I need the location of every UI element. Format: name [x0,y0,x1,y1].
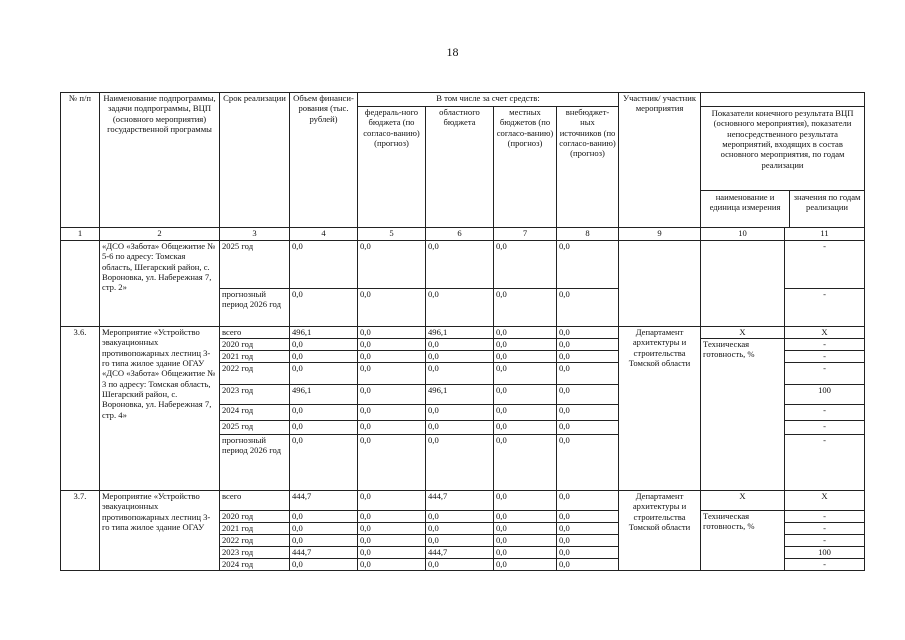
col-number: 6 [426,228,494,241]
value-cell: 0,0 [358,241,426,289]
value-cell: - [785,289,865,327]
period-cell: всего [220,491,290,511]
value-cell: 0,0 [494,289,557,327]
col-number: 4 [290,228,358,241]
value-cell: 0,0 [358,289,426,327]
item-name: Мероприятие «Устройство эвакуационных противопожарных лестниц 3-го типа жилое здание ОГАУ [100,491,220,571]
period-cell: всего [220,327,290,339]
period-cell: 2021 год [220,523,290,535]
value-cell: 0,0 [557,385,619,405]
value-cell: - [785,435,865,491]
header-col7: местных бюджетов (по согласо-ванию) (прогноз) [494,107,557,228]
value-cell: 0,0 [426,523,494,535]
header-col5: федераль-ного бюджета (по согласо-ванию) (прогноз) [358,107,426,228]
value-cell: 0,0 [494,241,557,289]
indicator-x: X [701,491,785,511]
item-number: 3.7. [61,491,100,571]
table-row [61,327,865,339]
value-cell: 496,1 [426,385,494,405]
value-cell: 0,0 [358,547,426,559]
period-cell: 2020 год [220,339,290,351]
value-cell: 0,0 [557,421,619,435]
value-cell: 0,0 [494,523,557,535]
value-cell: 0,0 [557,523,619,535]
value-cell: 0,0 [358,421,426,435]
col-number: 8 [557,228,619,241]
col-number: 5 [358,228,426,241]
value-cell: 0,0 [494,327,557,339]
value-cell: 0,0 [557,405,619,421]
value-cell: 0,0 [426,405,494,421]
value-cell: 0,0 [358,491,426,511]
value-cell: 0,0 [358,511,426,523]
value-cell: 0,0 [494,385,557,405]
period-cell: 2024 год [220,405,290,421]
period-cell: 2022 год [220,363,290,385]
item-name: «ДСО «Забота» Общежитие № 5-6 по адресу: Томская область, Шегарский район, с. Вороновка, ул. Набережная 7, стр. 2» [100,241,220,327]
header-col1: № п/п [61,93,100,228]
indicator-name: Техническая готовность, % [701,511,785,571]
value-cell: - [785,363,865,385]
value-cell: 496,1 [290,385,358,405]
value-cell: - [785,535,865,547]
period-cell: 2023 год [220,547,290,559]
header-col3: Срок реализации [220,93,290,228]
value-cell: 0,0 [494,363,557,385]
value-cell: 0,0 [290,405,358,421]
value-cell: 0,0 [290,421,358,435]
header-col8: внебюджет-ных источников (по согласо-ванию) (прогноз) [557,107,619,228]
value-cell: 0,0 [426,535,494,547]
col-number: 9 [619,228,701,241]
value-cell: 0,0 [426,511,494,523]
value-cell: 0,0 [426,421,494,435]
period-cell: прогнозный период 2026 год [220,435,290,491]
header-col10: наименование и единица измерения [701,191,790,227]
value-cell: 444,7 [426,547,494,559]
value-cell: 0,0 [557,241,619,289]
item-number: 3.6. [61,327,100,491]
header-col11: значения по годам реализации [793,192,861,213]
value-cell: 0,0 [494,435,557,491]
value-cell: 0,0 [358,351,426,363]
value-cell: - [785,523,865,535]
value-cell: 0,0 [494,535,557,547]
value-cell: 0,0 [557,435,619,491]
value-cell: 0,0 [494,421,557,435]
period-cell: 2022 год [220,535,290,547]
value-cell: 444,7 [290,547,358,559]
value-cell: 0,0 [426,363,494,385]
value-cell: 0,0 [557,363,619,385]
value-cell: 0,0 [557,491,619,511]
value-cell: - [785,421,865,435]
participant: Департамент архитектуры и строительства Томской области [619,491,701,571]
header-group-indicators [701,93,865,107]
header-group-budget: В том числе за счет средств: [358,93,619,107]
col-number: 2 [100,228,220,241]
indicator-name: Техническая готовность, % [701,339,785,491]
value-cell: 0,0 [290,351,358,363]
value-cell: 496,1 [426,327,494,339]
value-cell: 0,0 [557,351,619,363]
value-cell: 0,0 [494,351,557,363]
header-col2: Наименование подпрограммы, задачи подпрограммы, ВЦП (основного мероприятия) государственной программы [100,93,220,228]
value-cell: 0,0 [426,351,494,363]
col-number: 10 [701,228,785,241]
value-cell: 0,0 [358,535,426,547]
col-number: 3 [220,228,290,241]
value-cell: 0,0 [426,559,494,571]
value-cell: 0,0 [358,339,426,351]
value-cell: X [785,491,865,511]
value-cell: 0,0 [290,511,358,523]
value-cell: 0,0 [358,385,426,405]
value-cell: 100 [785,385,865,405]
period-cell: 2025 год [220,241,290,289]
value-cell: 0,0 [290,363,358,385]
header-indicators-cell [701,107,865,228]
value-cell: 0,0 [557,547,619,559]
value-cell: 0,0 [290,523,358,535]
page-number: 18 [446,45,459,59]
value-cell: 0,0 [426,435,494,491]
value-cell: X [785,327,865,339]
value-cell: 0,0 [557,327,619,339]
value-cell: 0,0 [290,435,358,491]
value-cell: 0,0 [426,289,494,327]
value-cell: 496,1 [290,327,358,339]
value-cell: 0,0 [557,289,619,327]
value-cell: - [785,339,865,351]
value-cell: - [785,559,865,571]
value-cell: 0,0 [290,559,358,571]
period-cell: 2020 год [220,511,290,523]
header-col6: областного бюджета [426,107,494,228]
table-row [61,491,865,511]
table-row [61,241,865,289]
value-cell: 444,7 [426,491,494,511]
value-cell: 0,0 [358,559,426,571]
period-cell: 2023 год [220,385,290,405]
value-cell: - [785,241,865,289]
value-cell: - [785,351,865,363]
value-cell: 0,0 [290,241,358,289]
header-col4: Объем финанси-рования (тыс. рублей) [290,93,358,228]
col-number: 7 [494,228,557,241]
value-cell: 0,0 [290,535,358,547]
value-cell: 100 [785,547,865,559]
period-cell: 2024 год [220,559,290,571]
value-cell: 0,0 [426,241,494,289]
value-cell: 0,0 [358,523,426,535]
header-group2: Показатели конечного результата ВЦП (основного мероприятия), показатели непосредственного результата мероприятий, входящих в состав основного мероприятия, по годам реализации [701,107,864,191]
value-cell: 0,0 [494,547,557,559]
program-table [60,92,865,571]
value-cell: 0,0 [358,405,426,421]
value-cell: 0,0 [494,339,557,351]
value-cell: 0,0 [358,435,426,491]
value-cell: 0,0 [494,491,557,511]
value-cell: 0,0 [557,535,619,547]
value-cell: 0,0 [426,339,494,351]
value-cell: 0,0 [358,327,426,339]
value-cell: 0,0 [290,339,358,351]
col-number: 11 [785,228,865,241]
value-cell: - [785,405,865,421]
value-cell: 0,0 [494,405,557,421]
period-cell: прогнозный период 2026 год [220,289,290,327]
indicator-x: X [701,327,785,339]
value-cell: 444,7 [290,491,358,511]
value-cell: 0,0 [557,511,619,523]
value-cell: 0,0 [557,559,619,571]
period-cell: 2025 год [220,421,290,435]
participant: Департамент архитектуры и строительства Томской области [619,327,701,491]
value-cell: 0,0 [290,289,358,327]
header-col9: Участник/ участник мероприятия [619,93,701,228]
value-cell: 0,0 [557,339,619,351]
value-cell: 0,0 [494,511,557,523]
col-number: 1 [61,228,100,241]
value-cell: 0,0 [358,363,426,385]
period-cell: 2021 год [220,351,290,363]
value-cell: 0,0 [494,559,557,571]
item-name: Мероприятие «Устройство эвакуационных противопожарных лестниц 3-го типа жилое здание ОГАУ «ДСО «Забота» Общежитие № 3 по адресу: Томская область, Шегарский район, с. Вороновка, ул. Набережная 7, стр. 4» [100,327,220,491]
value-cell: - [785,511,865,523]
